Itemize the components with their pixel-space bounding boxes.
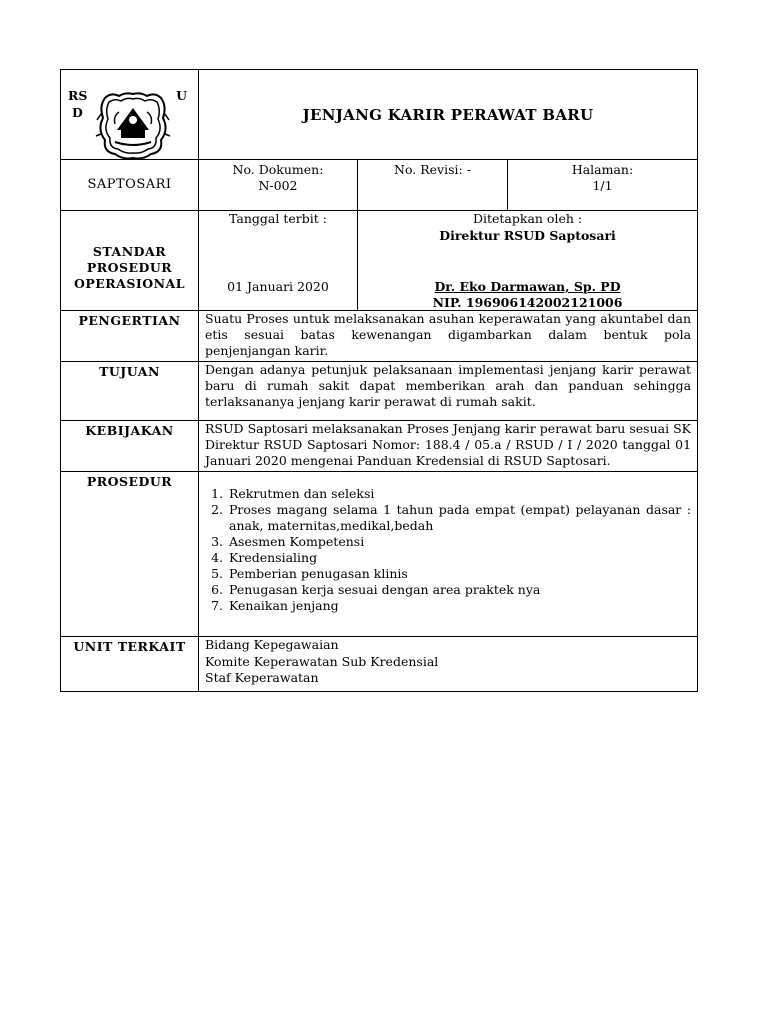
prosedur-steps-cell — [199, 472, 698, 637]
prosedur-label: PROSEDUR — [61, 472, 199, 637]
sop-label — [61, 211, 199, 311]
tujuan-text-cell — [199, 362, 698, 421]
issue-date-cell — [199, 211, 358, 311]
prosedur-step: 2. Proses magang selama 1 tahun pada empat (empat) pelayanan dasar : anak, maternitas,medikal,bedah — [227, 502, 691, 534]
unit-line: Komite Keperawatan Sub Kredensial — [205, 653, 439, 669]
logo-letters-u: U — [176, 88, 187, 103]
page-cell — [508, 160, 698, 211]
page-value: 1/1 — [592, 178, 613, 193]
sop-label-line2: PROSEDUR — [86, 259, 173, 275]
unit-line: Bidang Kepegawaian — [205, 637, 339, 652]
set-by-label: Ditetapkan oleh : — [472, 211, 583, 226]
header-row — [61, 70, 698, 160]
pengertian-text-cell — [199, 311, 698, 362]
sop-row — [61, 211, 698, 311]
prosedur-step: 5. Pemberian penugasan klinis — [227, 566, 691, 582]
unit-terkait-label: UNIT TERKAIT — [61, 637, 199, 692]
prosedur-step: 1. Rekrutmen dan seleksi — [227, 486, 691, 502]
sop-document — [60, 69, 697, 692]
pengertian-row — [61, 311, 698, 362]
logo-letters-rs: RS — [68, 88, 88, 103]
signer-nip: NIP. 196906142002121006 — [432, 295, 623, 310]
unit-line: Staf Keperawatan — [205, 670, 319, 685]
pengertian-text: Suatu Proses untuk melaksanakan asuhan keperawatan yang akuntabel dan etis sesuai batas kewenangan digambarkan dalam bentuk pola penjenjangan karir. — [205, 311, 692, 358]
doc-number-cell — [199, 160, 358, 211]
prosedur-step: 3. Asesmen Kompetensi — [227, 534, 691, 550]
prosedur-step: 4. Kredensialing — [227, 550, 691, 566]
doc-info-row — [61, 160, 698, 211]
tujuan-label: TUJUAN — [61, 362, 199, 421]
doc-number-value: N-002 — [258, 178, 298, 193]
kebijakan-text: RSUD Saptosari melaksanakan Proses Jenjang karir perawat baru sesuai SK Direktur RSUD Saptosari Nomor: 188.4 / 05.a / RSUD / I / 2020 tanggal 01 Januari 2020 mengenai Panduan Kredensial di RSUD Saptosari. — [205, 421, 692, 468]
unit-terkait-row — [61, 637, 698, 692]
tujuan-text: Dengan adanya petunjuk pelaksanaan implementasi jenjang karir perawat baru di rumah sakit dapat memberikan arah dan panduan sehingga terlaksananya jenjang karir perawat di rumah sakit. — [205, 362, 692, 409]
pengertian-label: PENGERTIAN — [61, 311, 199, 362]
issue-date-value: 01 Januari 2020 — [227, 279, 329, 294]
revision-label: No. Revisi: - — [394, 162, 471, 177]
document-title: JENJANG KARIR PERAWAT BARU — [199, 70, 698, 160]
approval-cell — [358, 211, 698, 311]
page-label: Halaman: — [571, 162, 634, 177]
prosedur-row — [61, 472, 698, 637]
kebijakan-row — [61, 421, 698, 472]
sop-label-line1: STANDAR — [92, 243, 167, 259]
issue-date-label: Tanggal terbit : — [229, 211, 327, 226]
set-by-title: Direktur RSUD Saptosari — [439, 228, 616, 243]
revision-cell — [358, 160, 508, 211]
hospital-name: SAPTOSARI — [61, 160, 199, 211]
kebijakan-text-cell — [199, 421, 698, 472]
doc-number-label: No. Dokumen: — [232, 162, 324, 177]
hospital-emblem-icon — [93, 90, 173, 162]
kebijakan-label: KEBIJAKAN — [61, 421, 199, 472]
unit-terkait-cell — [199, 637, 698, 692]
tujuan-row — [61, 362, 698, 421]
sop-label-line3: OPERASIONAL — [73, 275, 186, 291]
prosedur-step: 6. Penugasan kerja sesuai dengan area praktek nya — [227, 582, 691, 598]
prosedur-steps-list — [205, 486, 691, 614]
prosedur-step: 7. Kenaikan jenjang — [227, 598, 691, 614]
sop-table — [60, 69, 698, 692]
logo-letters-d: D — [72, 105, 83, 120]
logo-cell — [61, 70, 199, 160]
signer-name: Dr. Eko Darmawan, Sp. PD — [434, 279, 621, 294]
